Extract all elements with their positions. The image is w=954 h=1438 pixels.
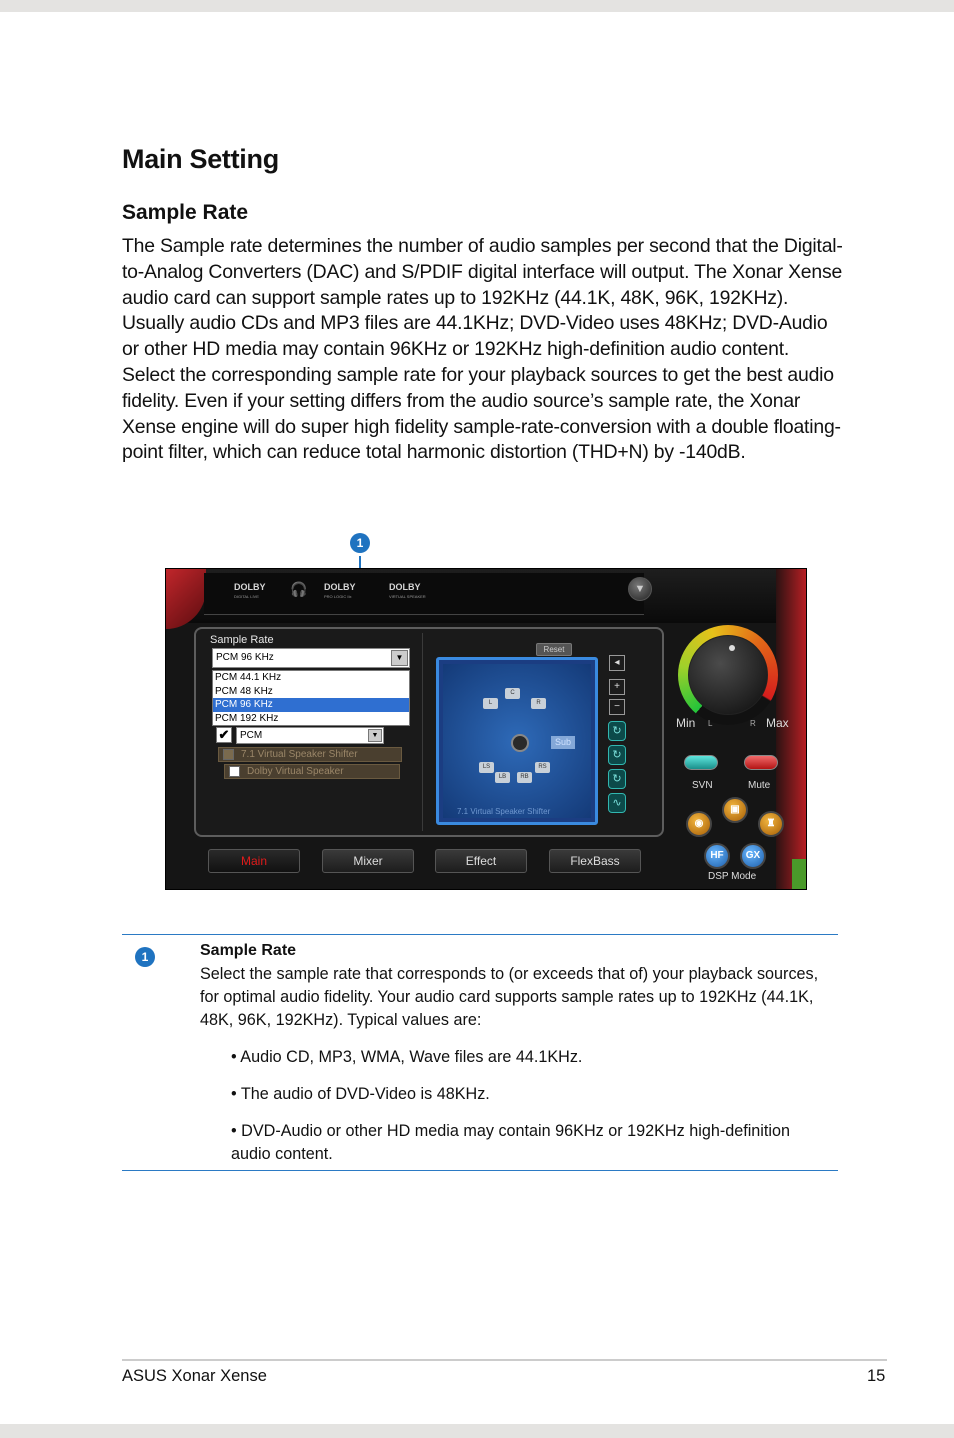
section-title: Sample Rate bbox=[122, 201, 249, 224]
svn-label: SVN bbox=[692, 780, 713, 791]
dsp-hf-button[interactable]: HF bbox=[704, 843, 730, 869]
dolby-virtual-speaker-option[interactable] bbox=[224, 764, 400, 779]
speaker-rs[interactable]: RS bbox=[535, 762, 550, 773]
panel-divider bbox=[422, 633, 423, 831]
minimize-down-button[interactable] bbox=[628, 577, 652, 601]
sample-rate-select[interactable] bbox=[212, 648, 410, 668]
audio-center-screenshot bbox=[165, 568, 807, 890]
intro-paragraph: The Sample rate determines the number of audio samples per second that the Digital-to-Analog Converters (DAC) and S/PDIF digital interface will output. The Xonar Xense audio card can support sample rates up to 192KHz (44.1K, 48K, 96K, 192KHz). Usually audio CDs and MP3 files are 44.1KHz; DVD-Video uses 48KHz; DVD-Audio or other HD media may contain 96KHz or 192KHz high-definition audio content. Select the corresponding sample rate for your playback sources to get the best audio fidelity. Even if your setting differs from the audio source’s sample rate, the Xonar Xense engine will do super high fidelity sample-rate-conversion with a double floating-point filter, which can reduce total harmonic distortion (THD+N) by -140dB. bbox=[122, 235, 843, 464]
app-frame-accent bbox=[792, 859, 806, 889]
speaker-icon: ◂ bbox=[609, 655, 625, 671]
bullet-item: • DVD-Audio or other HD media may contain 96KHz or 192KHz high-definition audio content. bbox=[231, 1122, 791, 1163]
sample-rate-value: PCM 96 KHz bbox=[216, 652, 274, 663]
sample-rate-option[interactable]: PCM 44.1 KHz bbox=[215, 672, 282, 683]
speaker-r[interactable]: R bbox=[531, 698, 546, 709]
speaker-ls[interactable]: LS bbox=[479, 762, 494, 773]
rotate-icon[interactable]: ↻ bbox=[608, 745, 626, 765]
dolby-logo-2: DOLBY PRO LOGIC IIx bbox=[324, 582, 356, 599]
callout-marker: 1 bbox=[135, 947, 155, 967]
speaker-field bbox=[443, 664, 591, 818]
mute-label: Mute bbox=[748, 780, 771, 791]
table-bottom-rule bbox=[122, 1170, 838, 1171]
sample-rate-option[interactable]: PCM 192 KHz bbox=[215, 712, 279, 724]
rotate-icon[interactable]: ↻ bbox=[608, 769, 626, 789]
table-top-rule bbox=[122, 934, 838, 935]
svn-button[interactable] bbox=[684, 755, 718, 770]
main-panel bbox=[194, 627, 664, 837]
dolby-virtual-checkbox[interactable] bbox=[229, 766, 240, 777]
bottom-band bbox=[0, 1424, 954, 1438]
listener-head-icon bbox=[511, 734, 529, 752]
knob-indicator bbox=[729, 645, 735, 651]
bullet-item: • The audio of DVD-Video is 48KHz. bbox=[231, 1085, 490, 1103]
dsp-theater-icon[interactable]: ▣ bbox=[722, 797, 748, 823]
knob-max-label: Max bbox=[766, 716, 789, 730]
page-title: Main Setting bbox=[122, 144, 279, 174]
reset-button[interactable]: Reset bbox=[536, 643, 572, 656]
knob-min-label: Min bbox=[676, 716, 696, 730]
output-row bbox=[216, 727, 384, 745]
dolby-virtual-label: Dolby Virtual Speaker bbox=[247, 766, 344, 777]
dropdown-arrow-icon[interactable]: ▼ bbox=[368, 729, 382, 742]
dsp-gx-button[interactable]: GX bbox=[740, 843, 766, 869]
mute-button[interactable] bbox=[744, 755, 778, 770]
dolby-logo-1: DOLBY DIGITAL LIVE bbox=[234, 582, 266, 599]
page-number: 15 bbox=[867, 1367, 886, 1385]
balance-l-label: L bbox=[708, 719, 713, 728]
dropdown-arrow-icon[interactable]: ▼ bbox=[391, 650, 408, 666]
speaker-sub[interactable]: Sub bbox=[551, 736, 575, 749]
chevron-down-icon: ▼ bbox=[634, 583, 646, 595]
bullet-item: • Audio CD, MP3, WMA, Wave files are 44.1KHz. bbox=[231, 1048, 583, 1066]
dolby-logo-3: DOLBY VIRTUAL SPEAKER bbox=[389, 582, 426, 599]
description-title: Sample Rate bbox=[200, 942, 297, 959]
footer-product: ASUS Xonar Xense bbox=[122, 1367, 267, 1385]
footer-rule bbox=[122, 1359, 887, 1361]
shifter-checkbox[interactable] bbox=[223, 749, 234, 760]
speaker-shifter-area[interactable] bbox=[436, 657, 598, 825]
tab-effect[interactable]: Effect bbox=[435, 849, 527, 873]
logo-bar bbox=[204, 573, 644, 615]
output-checkbox[interactable]: ✔ bbox=[216, 727, 232, 743]
output-value: PCM bbox=[240, 730, 263, 741]
sample-rate-options bbox=[212, 670, 410, 726]
headphone-icon: 🎧 bbox=[290, 581, 308, 597]
speaker-rb[interactable]: RB bbox=[517, 772, 532, 783]
dsp-music-icon[interactable]: ◉ bbox=[686, 811, 712, 837]
output-select[interactable] bbox=[236, 727, 384, 744]
speaker-lb[interactable]: LB bbox=[495, 772, 510, 783]
virtual-speaker-shifter-option[interactable] bbox=[218, 747, 402, 762]
speaker-l[interactable]: L bbox=[483, 698, 498, 709]
shifter-label: 7.1 Virtual Speaker Shifter bbox=[241, 749, 358, 760]
minus-button[interactable]: − bbox=[609, 699, 625, 715]
tab-mixer[interactable]: Mixer bbox=[322, 849, 414, 873]
balance-r-label: R bbox=[750, 719, 756, 728]
speaker-caption: 7.1 Virtual Speaker Shifter bbox=[457, 807, 551, 816]
dsp-game-icon[interactable]: ♜ bbox=[758, 811, 784, 837]
speaker-c[interactable]: C bbox=[505, 688, 520, 699]
tab-flexbass[interactable]: FlexBass bbox=[549, 849, 641, 873]
plus-button[interactable]: + bbox=[609, 679, 625, 695]
sample-rate-option-selected[interactable]: PCM 96 KHz bbox=[213, 698, 409, 712]
description-text: Select the sample rate that corresponds to (or exceeds that of) your playback sources, for optimal audio fidelity. Your audio card supports sample rates up to 192KHz (44.1K, 48K, 96K, 192KHz). Typical values are: bbox=[200, 965, 819, 1029]
dsp-mode-label: DSP Mode bbox=[708, 871, 757, 882]
tab-main[interactable]: Main bbox=[208, 849, 300, 873]
wave-icon[interactable]: ∿ bbox=[608, 793, 626, 813]
sample-rate-label: Sample Rate bbox=[210, 634, 274, 646]
top-band bbox=[0, 0, 954, 12]
volume-knob[interactable] bbox=[688, 635, 768, 715]
rotate-icon[interactable]: ↻ bbox=[608, 721, 626, 741]
sample-rate-option[interactable]: PCM 48 KHz bbox=[215, 685, 273, 697]
callout-marker: 1 bbox=[350, 533, 370, 553]
